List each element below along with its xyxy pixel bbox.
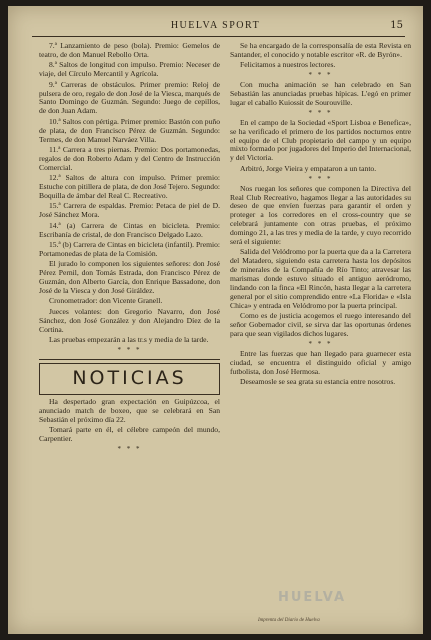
magazine-page (8, 6, 423, 634)
page-number: 15 (390, 20, 403, 31)
paragraph: El jurado lo componen los siguientes señores: don José Pérez Pernil, don Tomás Estrada, don Francisco Pérez de Guzmán, don Alberto García, don Enrique Bassadone, don José de la Viesca y don José Giráldez. (39, 259, 220, 296)
printer-imprint: Imprenta del Diario de Huelva (258, 618, 320, 623)
separator-stars: * * * (308, 340, 333, 348)
header-rule (32, 36, 405, 37)
paragraph: Felicitamos a nuestros lectores. (240, 60, 336, 70)
left-column (39, 42, 220, 455)
paragraph: 15.ª (b) Carrera de Cintas en bicicleta (infantil). Premio: Portamonedas de plata de la Comisión. (39, 240, 220, 258)
separator-stars: * * * (117, 444, 142, 453)
paragraph: 14.ª (a) Carrera de Cintas en bicicleta. Premio: Escribanía de cristal, de don Francisco Delgado Lazo. (39, 220, 220, 239)
right-paragraphs-hermosa (230, 350, 411, 387)
right-paragraphs-cross-country (230, 185, 411, 339)
right-column (230, 42, 411, 387)
right-paragraphs-hipicas (230, 81, 411, 108)
paragraph: 9.ª Carreras de obstáculos. Primer premio: Reloj de pulsera de oro, regalo de don José de la Viesca, marqués de Santo Domingo de Guzmán. Segundo: Juego de cepillos, de don Juan Adam. (39, 79, 220, 116)
paragraph: 15.ª Carrera de espaldas. Premio: Petaca de piel de D. José Sánchez Mora. (39, 201, 220, 220)
paragraph: En el campo de la Sociedad «Sport Lisboa e Benefica», se ha verificado el primero de los partidos nocturnos entre el equipo de el Club propietario del campo y un equipo mixto formado por jugadores del Imperio del Internacional, y del Victoria. (230, 117, 411, 163)
paragraph: Nos ruegan los señores que componen la Directiva del Real Club Recreativo, hagamos llegar a las autoridades su deseo de que envíen fuerzas para garantir el orden y proteger a los corredores en el cross-country que se celebrará juntamente con otras pruebas, el próximo domingo 21, a las tres y media de la tarde, y cuyo recorrido será el siguiente: (230, 183, 411, 247)
paragraph: 11.ª Carrera a tres piernas. Premio: Dos portamonedas, regalos de don Roberto Adam y del Centro de Instrucción Comercial. (39, 144, 220, 172)
paragraph: 8.ª Saltos de longitud con impulso. Premio: Neceser de viaje, del Círculo Mercantil y Agrícola. (39, 60, 220, 79)
paragraph: 10.ª Saltos con pértiga. Primer premio: Bastón con puño de plata, de don Francisco Pérez de Guzmán. Segundo: Termes, de don Manuel Narváez Villa. (39, 116, 220, 144)
separator-stars: * * * (308, 174, 333, 183)
separator-stars: * * * (117, 346, 142, 354)
paragraph: Las pruebas empezarán a las tr.s y media de la tarde. (49, 335, 209, 345)
notices-heading: NOTICIAS (72, 367, 187, 390)
paragraph: 7.ª Lanzamiento de peso (bola). Premio: Gemelos de teatro, de don Manuel Rebollo Orta. (39, 41, 220, 59)
paragraph: Tomará parte en él, el célebre campeón del mundo, Carpentier. (39, 425, 220, 444)
column-divider (39, 359, 220, 360)
paragraph: Con mucha animación se han celebrado en San Sebastián las anunciadas pruebas hípicas. L'egó en primer lugar el caballo Kuiossit de Sourouville. (230, 80, 411, 107)
right-paragraphs-lisboa (230, 119, 411, 174)
notices-heading-box (39, 363, 220, 395)
paragraph: Como es de justicia acogemos el ruego interesando del señor Gobernador civil, se sirva dar las oportunas órdenes para que sean vigilados dichos lugares. (230, 311, 411, 339)
library-watermark: HUELVA (278, 590, 347, 605)
paragraph: Jueces volantes: don Gregorio Navarro, don José Sánchez, don José González y don Alejandro Díez de la Cortina. (39, 306, 220, 334)
paragraph: Entre las fuerzas que han llegado para guarnecer esta ciudad, se encuentra el distinguido oficial y amigo futbolista, don José Hermosa. (230, 348, 411, 376)
separator-stars: * * * (308, 71, 333, 80)
paragraph: 12.ª Saltos de altura con impulso. Primer premio: Estuche con pitillera de plata, de don José Tejero. Segundo: Boquilla de ámbar del Real C. Recreativo. (39, 173, 220, 200)
separator-stars: * * * (308, 108, 333, 117)
right-paragraphs-santander (230, 42, 411, 70)
paragraph: Ha despertado gran expectación en Guipúzcoa, el anunciado match de boxeo, que se celebrará en San Sebastián el próximo día 22. (39, 396, 220, 424)
notices-paragraphs (39, 398, 220, 444)
paragraph: Cronometrador: don Vicente Granell. (49, 296, 163, 306)
paragraph: Deseamosle se sea grata su estancia entre nosotros. (240, 377, 396, 387)
left-column-paragraphs (39, 42, 220, 345)
paragraph: Se ha encargado de la corresponsalía de esta Revista en Santander, el conocido y notable escritor «R. de Byrón». (230, 41, 411, 59)
paragraph: Salida del Velódromo por la puerta que da a la Carretera del Matadero, siguiendo esta carretera hasta los depósitos de minerales de la Compañía de Río Tinto; atravesar las marismas donde estuvo situado el antiguo aeródromo, lindando con la finca «El Rincón, hasta llegar a la carretera general por el sitio comprendido entre «La Florida» e «Isla Chica» y entrada en Velódromo por la puerta principal. (230, 247, 411, 310)
page-header-title: HUELVA SPORT (170, 20, 261, 31)
paragraph: Arbitró, Jorge Vieira y empataron a un tanto. (240, 163, 377, 173)
